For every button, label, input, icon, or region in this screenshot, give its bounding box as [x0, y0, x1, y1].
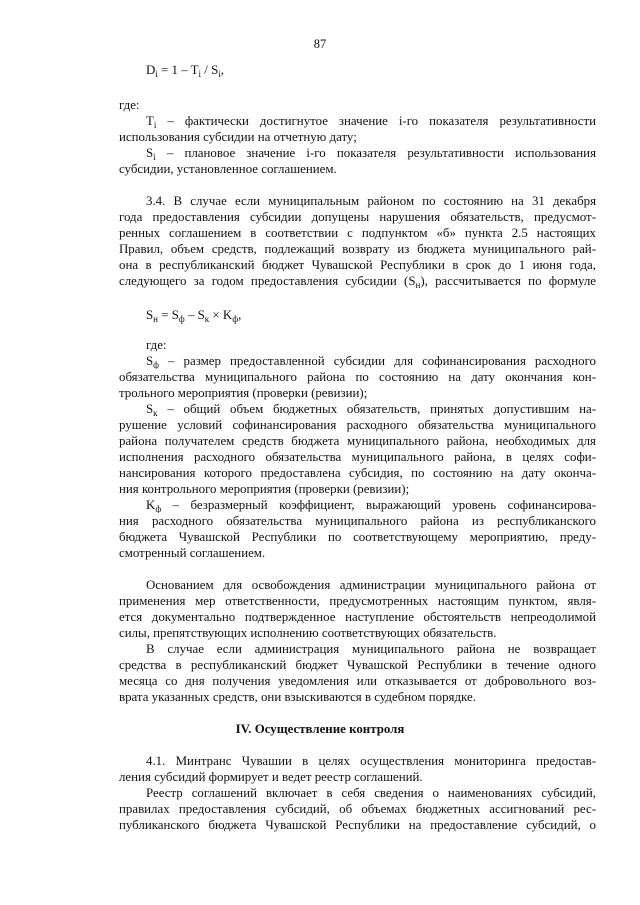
formula-s: $S_н = S_ф - S_к \times K_ф$,	[146, 308, 242, 324]
paragraph-basis: применения мер ответственности, предусмотренных настоящим пунктом, явля-	[119, 594, 596, 608]
paragraph-refund: врата указанных средств, они взыскиваются в судебном порядке.	[119, 690, 476, 704]
paragraph-3-4: следующего за годом предоставления субсидии $(S_н)$, рассчитывается по формуле	[119, 274, 596, 289]
definition-sk: нансирования которого предоставлена субсидия, по состоянию на дату оконча-	[119, 466, 596, 480]
paragraph-3-4: Правил, объем средств, подлежащий возврату из бюджета муниципального рай-	[119, 242, 596, 256]
paragraph-3-4: года предоставления субсидии допущены нарушения обязательств, предусмот-	[119, 210, 596, 224]
paragraph-3-4: 3.4. В случае если муниципальным районом по состоянию на 31 декабря	[146, 194, 596, 208]
paragraph-registry: публиканского бюджета Чувашской Республики на предоставление субсидий, о	[119, 818, 596, 832]
paragraph-registry: Реестр соглашений включает в себя сведения о наименованиях субсидий,	[146, 786, 596, 800]
definition-ti: использования субсидии на отчетную дату;	[119, 130, 357, 144]
definition-kf: бюджета Чувашской Республики по соответствующему мероприятию, преду-	[119, 530, 596, 544]
paragraph-3-4: она в республиканский бюджет Чувашской Республики в срок до 1 июня года,	[119, 258, 596, 272]
definition-si: $S_i$ – плановое значение i-го показателя результативности использования	[146, 146, 596, 161]
definition-si: субсидии, установленное соглашением.	[119, 162, 337, 176]
page-number: 87	[313, 37, 327, 51]
definition-kf: смотренный соглашением.	[119, 546, 266, 560]
paragraph-basis: ется документально подтвержденное наступление обстоятельств непреодолимой	[119, 610, 596, 624]
paragraph-3-4: ренных соглашением в соответствии с подпунктом «б» пункта 2.5 настоящих	[119, 226, 596, 240]
paragraph-registry: правилах предоставления субсидий, об объемах бюджетных ассигнований рес-	[119, 802, 596, 816]
paragraph-basis: Основанием для освобождения администрации муниципального района от	[146, 578, 596, 592]
definition-sk: рушение условий софинансирования расходного обязательства муниципального	[119, 418, 596, 432]
definition-sf: обязательства муниципального района по состоянию на дату окончания кон-	[119, 370, 596, 384]
where-label: где:	[119, 98, 140, 112]
definition-kf: ния расходного обязательства муниципального района из республиканского	[119, 514, 596, 528]
definition-sf: трольного мероприятия (проверки (ревизии);	[119, 386, 368, 400]
definition-sk: исполнения расходного обязательства муниципального района, в целях софи-	[119, 450, 596, 464]
definition-sk: ния контрольного мероприятия (проверки (ревизии);	[119, 482, 410, 496]
paragraph-refund: средства в республиканский бюджет Чувашской Республики в течение одного	[119, 658, 596, 672]
formula-d: $D_i = 1 - T_i / S_i$,	[146, 63, 224, 79]
definition-sf: $S_ф$ – размер предоставленной субсидии для софинансирования расходного	[146, 354, 596, 369]
paragraph-4-1: ления субсидий формирует и ведет реестр соглашений.	[119, 770, 423, 784]
paragraph-refund: месяца со дня получения уведомления или отказывается от добровольного воз-	[119, 674, 596, 688]
paragraph-4-1: 4.1. Минтранс Чувашии в целях осуществления мониторинга предостав-	[146, 754, 596, 768]
where-label: где:	[146, 338, 167, 352]
paragraph-basis: силы, препятствующих исполнению соответствующих обязательств.	[119, 626, 497, 640]
definition-sk: $S_к$ – общий объем бюджетных обязательств, принятых допустившим на-	[146, 402, 596, 417]
definition-sk: района получателем средств бюджета муниципального района, необходимых для	[119, 434, 596, 448]
definition-ti: $T_i$ – фактически достигнутое значение i-го показателя результативности	[146, 114, 596, 129]
section-heading: IV. Осуществление контроля	[235, 722, 405, 736]
paragraph-refund: В случае если администрация муниципального района не возвращает	[146, 642, 596, 656]
definition-kf: $K_ф$ – безразмерный коэффициент, выражающий уровень софинансирова-	[146, 498, 596, 513]
